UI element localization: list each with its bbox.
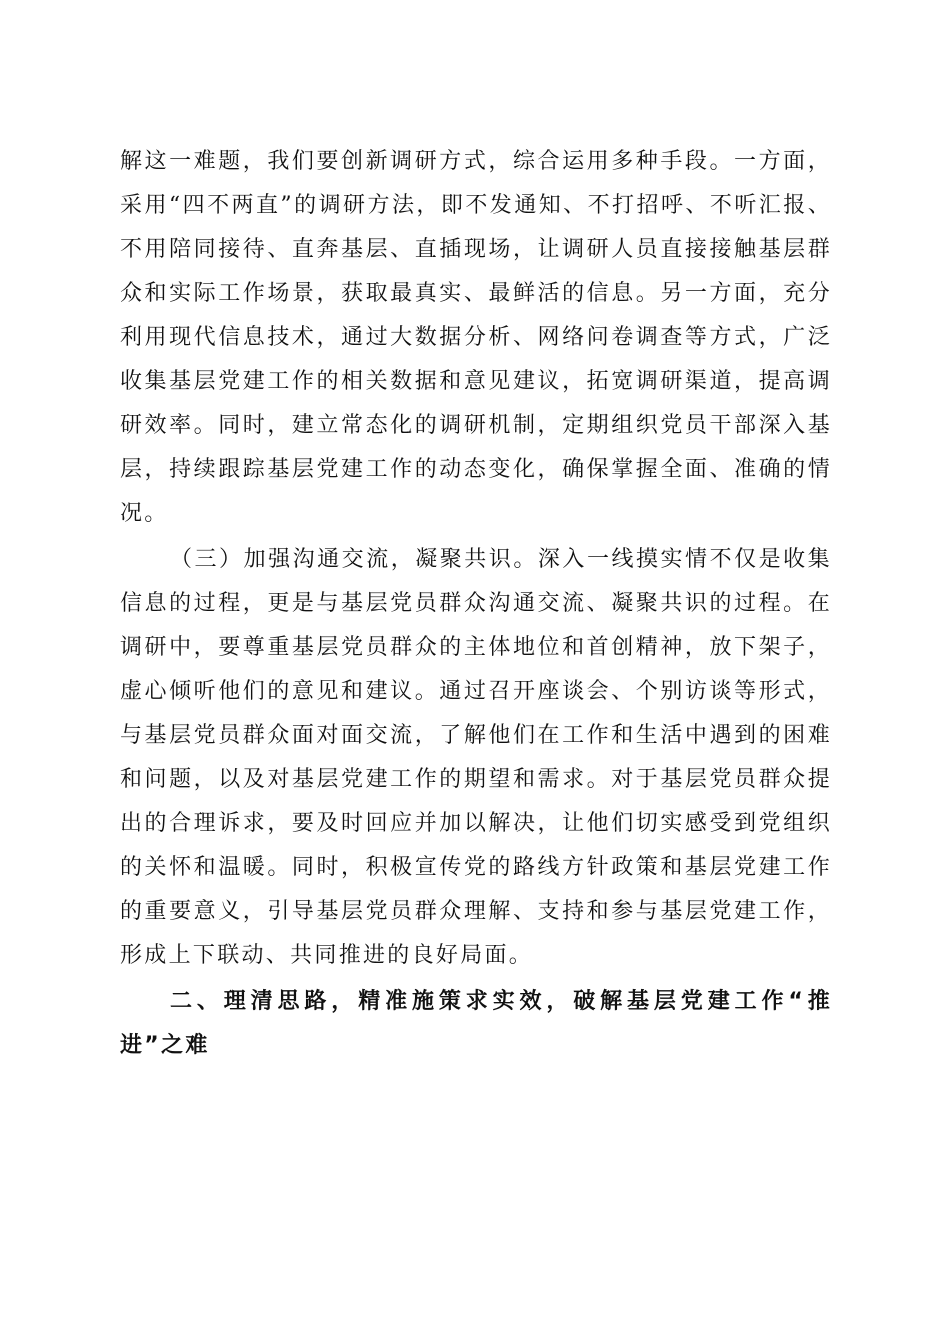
subsection-3-paragraph — [120, 538, 832, 978]
document-page — [120, 140, 832, 1068]
subsection-3-body: 深入一线摸实情不仅是收集信息的过程，更是与基层党员群众沟通交流、凝聚共识的过程。在调研中，要尊重基层党员群众的主体地位和首创精神，放下架子，虚心倾听他们的意见和建议。通过召开座谈会、个别访谈等形式，与基层党员群众面对面交流，了解他们在工作和生活中遇到的困难和问题，以及对基层党建工作的期望和需求。对于基层党员群众提出的合理诉求，要及时回应并加以解决，让他们切实感受到党组织的关怀和温暖。同时，积极宣传党的路线方针政策和基层党建工作的重要意义，引导基层党员群众理解、支持和参与基层党建工作，形成上下联动、共同推进的良好局面。 — [120, 547, 832, 968]
section-2-heading: 二、理清思路，精准施策求实效，破解基层党建工作“推进”之难 — [120, 989, 832, 1058]
subsection-3-title: （三）加强沟通交流，凝聚共识。 — [170, 547, 538, 572]
paragraph-continuation: 解这一难题，我们要创新调研方式，综合运用多种手段。一方面，采用“四不两直”的调研方法，即不发通知、不打招呼、不听汇报、不用陪同接待、直奔基层、直插现场，让调研人员直接接触基层群众和实际工作场景，获取最真实、最鲜活的信息。另一方面，充分利用现代信息技术，通过大数据分析、网络问卷调查等方式，广泛收集基层党建工作的相关数据和意见建议，拓宽调研渠道，提高调研效率。同时，建立常态化的调研机制，定期组织党员干部深入基层，持续跟踪基层党建工作的动态变化，确保掌握全面、准确的情况。 — [120, 149, 832, 526]
